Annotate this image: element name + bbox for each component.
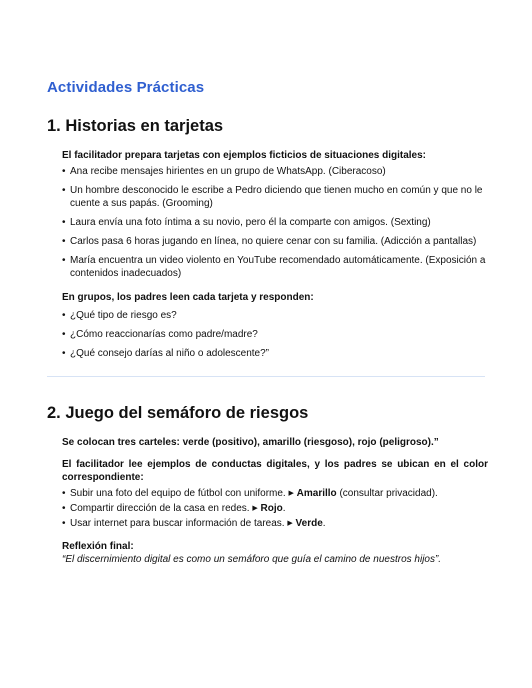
activity-1-intro: El facilitador prepara tarjetas con ejemplos ficticios de situaciones digitales: bbox=[62, 150, 427, 161]
example-text: Usar internet para buscar información de tareas. bbox=[70, 518, 285, 529]
activity-1-card-list bbox=[62, 165, 488, 280]
example-note: (consultar privacidad). bbox=[336, 488, 438, 499]
activity-2-heading: 2. Juego del semáforo de riesgos bbox=[47, 404, 309, 422]
reflection-label: Reflexión final: bbox=[62, 541, 134, 552]
list-item: • ¿Qué consejo darías al niño o adolescente?” bbox=[62, 347, 488, 360]
list-item: • Carlos pasa 6 horas jugando en línea, no quiere cenar con su familia. (Adicción a pantallas) bbox=[62, 235, 488, 248]
example-text: Compartir dirección de la casa en redes. bbox=[70, 503, 250, 514]
example-answer: Amarillo bbox=[296, 488, 337, 499]
play-arrow-icon: ▶ bbox=[287, 520, 293, 527]
activity-1-question-list bbox=[62, 309, 488, 360]
list-item: • Un hombre desconocido le escribe a Pedro diciendo que tienen mucho en común y que no le cuente a sus papás. (Grooming) bbox=[62, 184, 488, 210]
activity-2-body bbox=[62, 436, 488, 566]
list-item bbox=[62, 517, 488, 530]
example-note: . bbox=[322, 518, 326, 529]
activity-1-group-intro: En grupos, los padres leen cada tarjeta y responden: bbox=[62, 292, 314, 303]
activity-2-example-list bbox=[62, 487, 488, 530]
activity-2-instructions: El facilitador lee ejemplos de conductas digitales, y los padres se ubican en el color correspondiente: bbox=[62, 459, 488, 483]
list-item: • ¿Cómo reaccionarías como padre/madre? bbox=[62, 328, 488, 341]
activity-2-intro: Se colocan tres carteles: verde (positivo), amarillo (riesgoso), rojo (peligroso).” bbox=[62, 437, 439, 448]
section-divider bbox=[47, 376, 485, 377]
example-note: . bbox=[282, 503, 286, 514]
play-arrow-icon: ▶ bbox=[252, 505, 258, 512]
list-item: • Laura envía una foto íntima a su novio, pero él la comparte con amigos. (Sexting) bbox=[62, 216, 488, 229]
example-answer: Rojo bbox=[260, 503, 283, 514]
example-text: Subir una foto del equipo de fútbol con uniforme. bbox=[70, 488, 286, 499]
reflection-quote: “El discernimiento digital es como un semáforo que guía el camino de nuestros hijos”. bbox=[62, 554, 442, 565]
activity-1-heading: 1. Historias en tarjetas bbox=[47, 117, 224, 135]
activity-1-body bbox=[62, 149, 488, 360]
list-item bbox=[62, 502, 488, 515]
list-item: • Ana recibe mensajes hirientes en un grupo de WhatsApp. (Ciberacoso) bbox=[62, 165, 488, 178]
play-arrow-icon: ▶ bbox=[288, 490, 294, 497]
example-answer: Verde bbox=[295, 518, 323, 529]
list-item: • ¿Qué tipo de riesgo es? bbox=[62, 309, 488, 322]
list-item: • María encuentra un video violento en YouTube recomendado automáticamente. (Exposición a contenidos inadecuados) bbox=[62, 254, 488, 280]
list-item bbox=[62, 487, 488, 500]
section-title: Actividades Prácticas bbox=[47, 79, 205, 96]
